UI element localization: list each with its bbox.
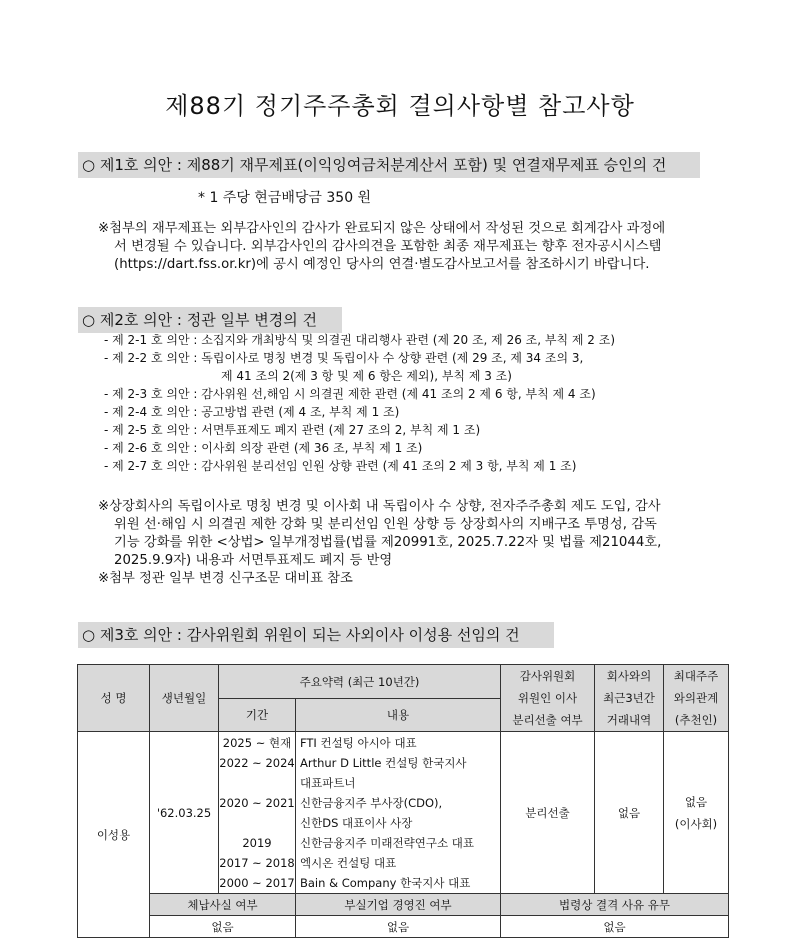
career-periods: 2025 ~ 현재 2022 ~ 2024 2020 ~ 2021 2019 2017 ~ 2018 2000 ~ 2017 [219, 732, 296, 894]
note-line: ※첨부 정관 일부 변경 신구조문 대비표 참조 [98, 571, 353, 586]
audit-separate-election: 분리선출 [501, 732, 595, 894]
recent-transactions: 없음 [595, 732, 664, 894]
header-birth: 생년월일 [150, 665, 219, 732]
amendment-item: - 제 2-5 호 의안 : 서면투표제도 폐지 관련 (제 27 조의 2, 부칙 제 1 조) [104, 423, 481, 437]
dividend-info: * 1 주당 현금배당금 350 원 [198, 190, 372, 206]
header-career: 주요약력 (최근 10년간) [219, 665, 501, 699]
note-line: ※첨부의 재무제표는 외부감사인의 감사가 완료되지 않은 상태에서 작성된 것으로 회계감사 과정에 [98, 221, 666, 236]
amendment-item: - 제 2-2 호 의안 : 독립이사로 명칭 변경 및 독립이사 수 상향 관련 (제 29 조, 제 34 조의 3, [104, 351, 584, 365]
header-transactions: 회사와의 최근3년간 거래내역 [595, 665, 664, 732]
amendment-item: - 제 2-1 호 의안 : 소집지와 개최방식 및 의결권 대리행사 관련 (제 20 조, 제 26 조, 부칙 제 2 조) [104, 333, 616, 347]
amendment-item: - 제 2-6 호 의안 : 이사회 의장 관련 (제 36 조, 부칙 제 1 조) [104, 441, 423, 455]
item2-note [98, 498, 738, 588]
item2-header: ○ 제2호 의안 : 정관 일부 변경의 건 [78, 307, 342, 333]
footer-header-legal: 법령상 결격 사유 유무 [501, 894, 729, 916]
note-line: 서 변경될 수 있습니다. 외부감사인의 감사의견을 포함한 최종 재무제표는 향후 전자공시시스템 [114, 239, 662, 254]
career-contents: FTI 컨설팅 아시아 대표 Arthur D Little 컨설팅 한국지사 대표파트너 신한금융지주 부사장(CDO), 신한DS 대표이사 사장 신한금융지주 미래전략연구소 대표 엑시온 컨설팅 대표 Bain & Company 한국지사 대표 [296, 732, 501, 894]
shareholder-relation: 없음 (이사회) [664, 732, 729, 894]
candidate-birth: '62.03.25 [150, 732, 219, 894]
note-line: 2025.9.9자) 내용과 서면투표제도 폐지 등 반영 [114, 553, 393, 568]
item1-header: ○ 제1호 의안 : 제88기 재무제표(이익잉여금처분계산서 포함) 및 연결재무제표 승인의 건 [78, 152, 700, 178]
amendment-item: - 제 2-3 호 의안 : 감사위원 선,해임 시 의결권 제한 관련 (제 41 조의 2 제 6 항, 부칙 제 4 조) [104, 387, 596, 401]
item3-header: ○ 제3호 의안 : 감사위원회 위원이 되는 사외이사 이성용 선임의 건 [78, 622, 554, 648]
footer-value-legal: 없음 [501, 916, 729, 938]
amendment-list [104, 331, 615, 475]
footer-header-delinquent: 체납사실 여부 [150, 894, 296, 916]
amendment-item: 제 41 조의 2(제 3 항 및 제 6 항은 제외), 부칙 제 3 조) [221, 369, 512, 383]
item1-note [98, 220, 738, 274]
note-line: 위원 선·해임 시 의결권 제한 강화 및 분리선임 인원 상향 등 상장회사의 지배구조 투명성, 감독 [114, 517, 657, 532]
header-name: 성 명 [78, 665, 150, 732]
header-period: 기간 [219, 699, 296, 732]
footer-header-insolvent: 부실기업 경영진 여부 [296, 894, 501, 916]
note-line: 기능 강화를 위한 <상법> 일부개정법률(법률 제20991호, 2025.7.22자 및 법률 제21044호, [114, 535, 662, 550]
footer-value-delinquent: 없음 [150, 916, 296, 938]
footer-value-insolvent: 없음 [296, 916, 501, 938]
header-content: 내용 [296, 699, 501, 732]
page-title: 제88기 정기주주총회 결의사항별 참고사항 [165, 92, 635, 120]
header-relation: 최대주주 와의관계 (추천인) [664, 665, 729, 732]
header-audit-committee: 감사위원회 위원인 이사 분리선출 여부 [501, 665, 595, 732]
note-line: ※상장회사의 독립이사로 명칭 변경 및 이사회 내 독립이사 수 상향, 전자주주총회 제도 도입, 감사 [98, 499, 661, 514]
candidate-table [77, 664, 729, 938]
candidate-name: 이성용 [78, 732, 150, 938]
amendment-item: - 제 2-4 호 의안 : 공고방법 관련 (제 4 조, 부칙 제 1 조) [104, 405, 400, 419]
note-line: (https://dart.fss.or.kr)에 공시 예정인 당사의 연결·별도감사보고서를 참조하시기 바랍니다. [114, 257, 650, 272]
amendment-item: - 제 2-7 호 의안 : 감사위원 분리선임 인원 상향 관련 (제 41 조의 2 제 3 항, 부칙 제 1 조) [104, 459, 577, 473]
